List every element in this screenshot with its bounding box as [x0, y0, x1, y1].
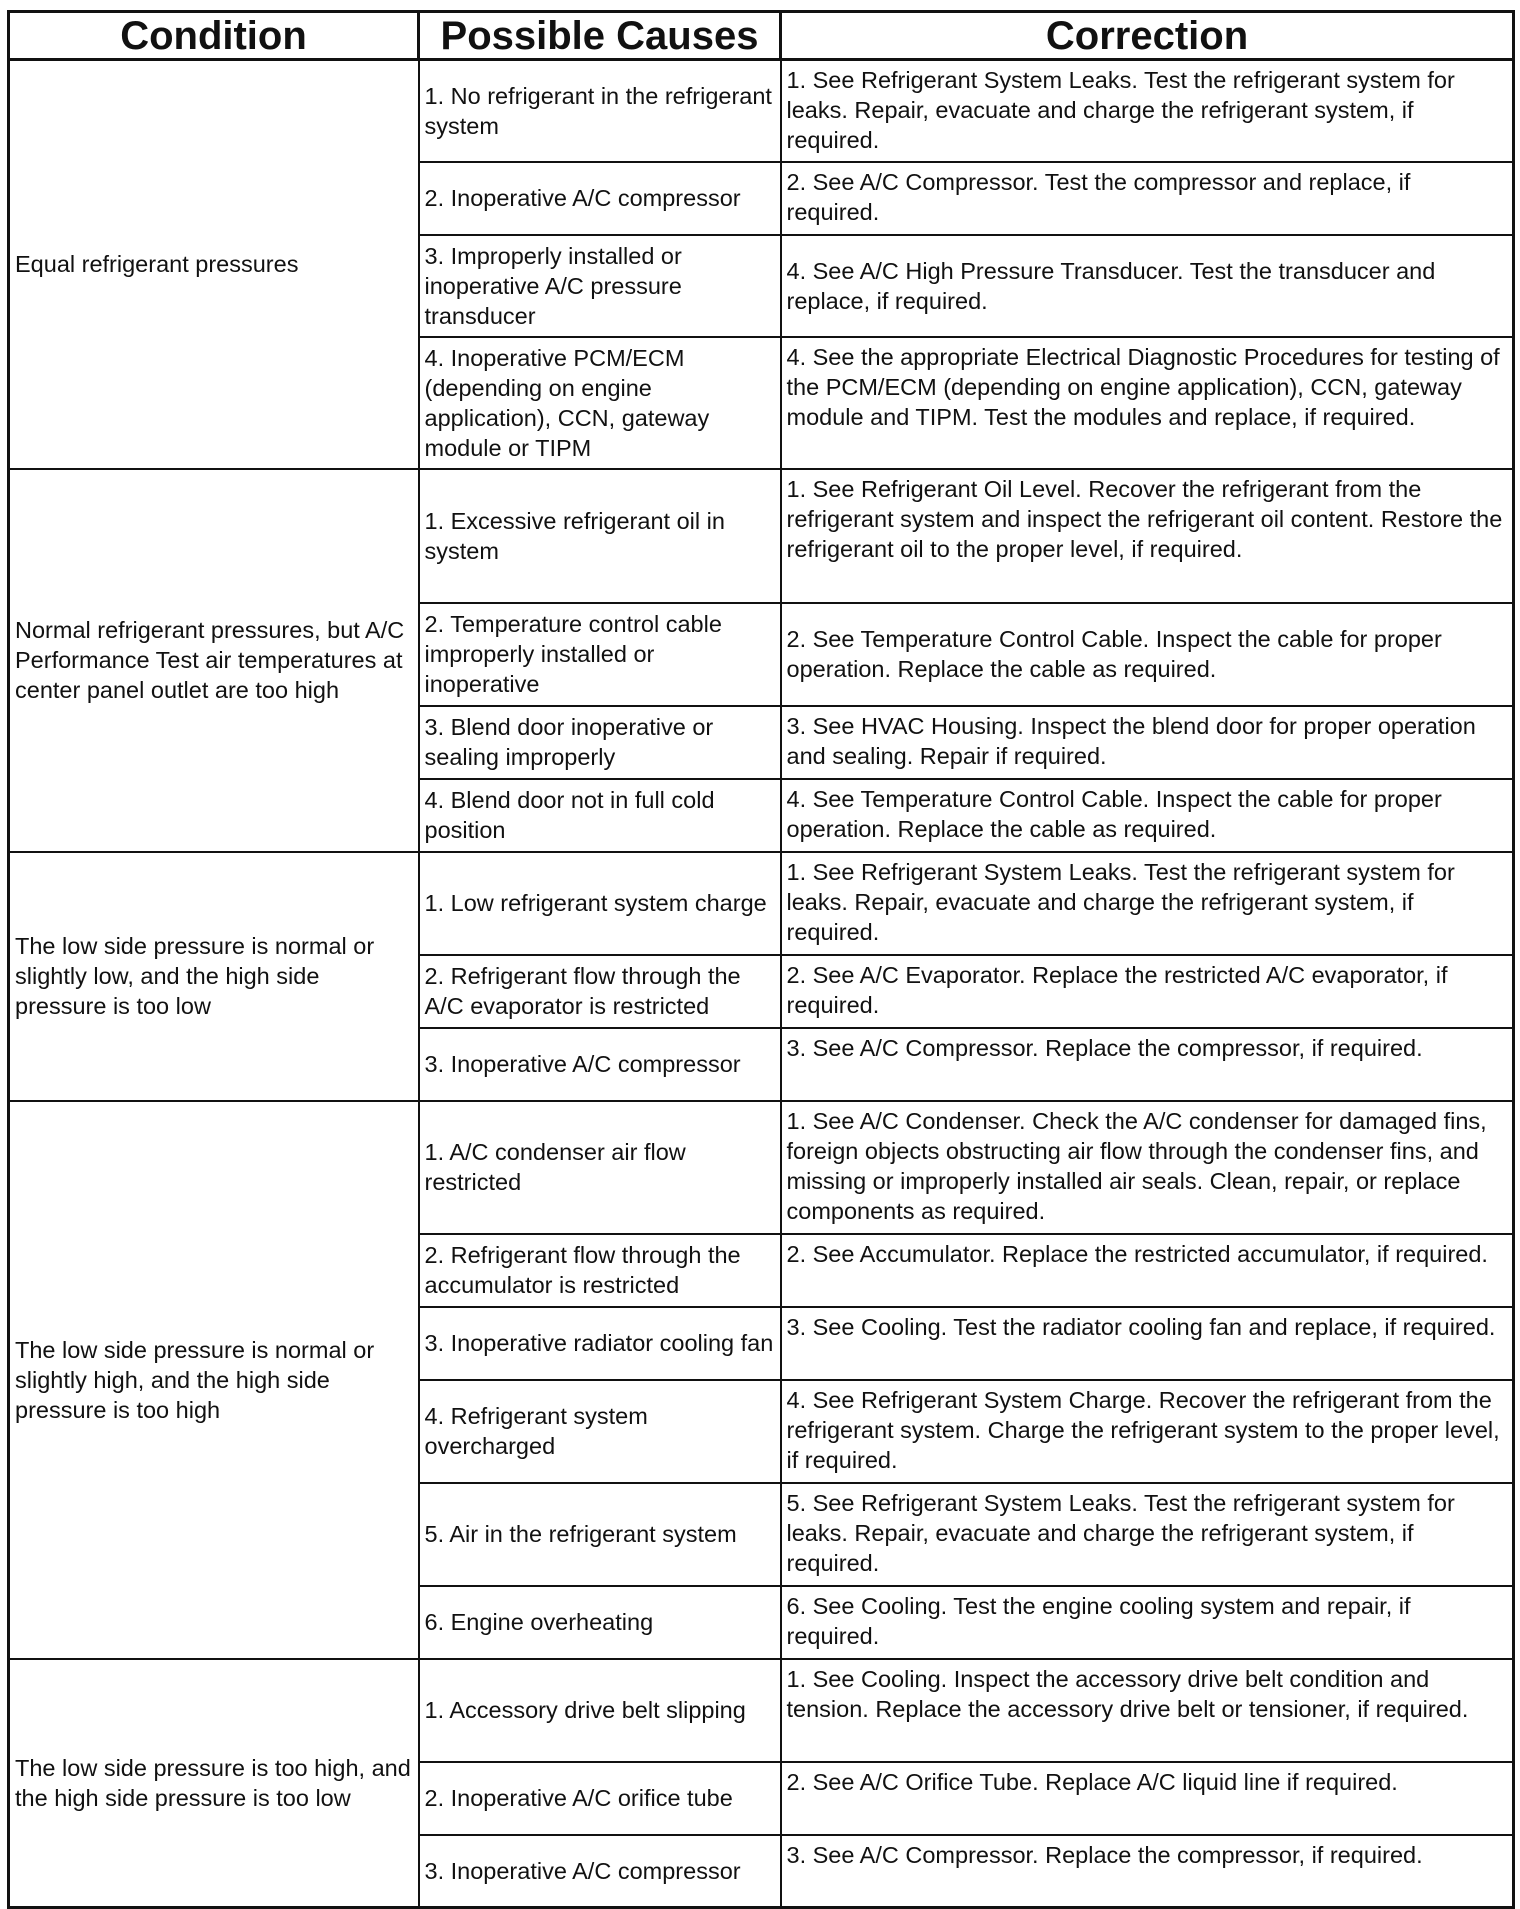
- diagnosis-table: [7, 10, 1515, 1909]
- cause-cell: 3. Inoperative A/C compressor: [419, 1028, 781, 1101]
- correction-cell: 2. See A/C Compressor. Test the compressor and replace, if required.: [781, 162, 1514, 235]
- correction-cell: 4. See Temperature Control Cable. Inspect the cable for proper operation. Replace the cable as required.: [781, 779, 1514, 852]
- cause-cell: 1. No refrigerant in the refrigerant system: [419, 60, 781, 162]
- cause-cell: 2. Refrigerant flow through the accumulator is restricted: [419, 1234, 781, 1307]
- cause-cell: 5. Air in the refrigerant system: [419, 1483, 781, 1586]
- correction-cell: 6. See Cooling. Test the engine cooling system and repair, if required.: [781, 1586, 1514, 1659]
- condition-cell: Equal refrigerant pressures: [9, 60, 419, 469]
- cause-cell: 2. Inoperative A/C orifice tube: [419, 1762, 781, 1835]
- correction-cell: 2. See A/C Evaporator. Replace the restricted A/C evaporator, if required.: [781, 955, 1514, 1028]
- cause-cell: 3. Inoperative radiator cooling fan: [419, 1307, 781, 1380]
- cause-cell: 2. Refrigerant flow through the A/C evaporator is restricted: [419, 955, 781, 1028]
- correction-cell: 4. See the appropriate Electrical Diagnostic Procedures for testing of the PCM/ECM (depending on engine application), CCN, gateway module and TIPM. Test the modules and replace, if required.: [781, 337, 1514, 469]
- correction-cell: 3. See Cooling. Test the radiator cooling fan and replace, if required.: [781, 1307, 1514, 1380]
- cause-cell: 1. Accessory drive belt slipping: [419, 1659, 781, 1762]
- header-causes: Possible Causes: [419, 12, 781, 60]
- correction-cell: 1. See Refrigerant System Leaks. Test the refrigerant system for leaks. Repair, evacuate and charge the refrigerant system, if required.: [781, 852, 1514, 955]
- cause-cell: 3. Blend door inoperative or sealing improperly: [419, 706, 781, 779]
- correction-cell: 1. See Cooling. Inspect the accessory drive belt condition and tension. Replace the accessory drive belt or tensioner, if required.: [781, 1659, 1514, 1762]
- cause-cell: 1. A/C condenser air flow restricted: [419, 1101, 781, 1234]
- cause-cell: 6. Engine overheating: [419, 1586, 781, 1659]
- table-row: [9, 469, 1514, 603]
- condition-cell: The low side pressure is normal or slightly low, and the high side pressure is too low: [9, 852, 419, 1101]
- correction-cell: 1. See A/C Condenser. Check the A/C condenser for damaged fins, foreign objects obstructing air flow through the condenser fins, and missing or improperly installed air seals. Clean, repair, or replace components as required.: [781, 1101, 1514, 1234]
- table-row: [9, 1659, 1514, 1762]
- table-row: [9, 852, 1514, 955]
- cause-cell: 2. Temperature control cable improperly installed or inoperative: [419, 603, 781, 706]
- cause-cell: 4. Blend door not in full cold position: [419, 779, 781, 852]
- cause-cell: 2. Inoperative A/C compressor: [419, 162, 781, 235]
- correction-cell: 2. See Accumulator. Replace the restricted accumulator, if required.: [781, 1234, 1514, 1307]
- correction-cell: 4. See Refrigerant System Charge. Recover the refrigerant from the refrigerant system. Charge the refrigerant system to the proper level, if required.: [781, 1380, 1514, 1483]
- cause-cell: 1. Excessive refrigerant oil in system: [419, 469, 781, 603]
- correction-cell: 3. See HVAC Housing. Inspect the blend door for proper operation and sealing. Repair if required.: [781, 706, 1514, 779]
- correction-cell: 2. See Temperature Control Cable. Inspect the cable for proper operation. Replace the cable as required.: [781, 603, 1514, 706]
- correction-cell: 3. See A/C Compressor. Replace the compressor, if required.: [781, 1835, 1514, 1908]
- header-correction: Correction: [781, 12, 1514, 60]
- cause-cell: 3. Inoperative A/C compressor: [419, 1835, 781, 1908]
- condition-cell: The low side pressure is too high, and the high side pressure is too low: [9, 1659, 419, 1908]
- correction-cell: 4. See A/C High Pressure Transducer. Test the transducer and replace, if required.: [781, 235, 1514, 337]
- table-row: [9, 60, 1514, 162]
- header-condition: Condition: [9, 12, 419, 60]
- cause-cell: 1. Low refrigerant system charge: [419, 852, 781, 955]
- condition-cell: The low side pressure is normal or slightly high, and the high side pressure is too high: [9, 1101, 419, 1659]
- cause-cell: 4. Inoperative PCM/ECM (depending on engine application), CCN, gateway module or TIPM: [419, 337, 781, 469]
- cause-cell: 3. Improperly installed or inoperative A/C pressure transducer: [419, 235, 781, 337]
- correction-cell: 3. See A/C Compressor. Replace the compressor, if required.: [781, 1028, 1514, 1101]
- table-row: [9, 1101, 1514, 1234]
- correction-cell: 5. See Refrigerant System Leaks. Test the refrigerant system for leaks. Repair, evacuate and charge the refrigerant system, if required.: [781, 1483, 1514, 1586]
- correction-cell: 2. See A/C Orifice Tube. Replace A/C liquid line if required.: [781, 1762, 1514, 1835]
- correction-cell: 1. See Refrigerant System Leaks. Test the refrigerant system for leaks. Repair, evacuate and charge the refrigerant system, if required.: [781, 60, 1514, 162]
- cause-cell: 4. Refrigerant system overcharged: [419, 1380, 781, 1483]
- header-row: [9, 12, 1514, 60]
- correction-cell: 1. See Refrigerant Oil Level. Recover the refrigerant from the refrigerant system and inspect the refrigerant oil content. Restore the refrigerant oil to the proper level, if required.: [781, 469, 1514, 603]
- condition-cell: Normal refrigerant pressures, but A/C Performance Test air temperatures at center panel outlet are too high: [9, 469, 419, 852]
